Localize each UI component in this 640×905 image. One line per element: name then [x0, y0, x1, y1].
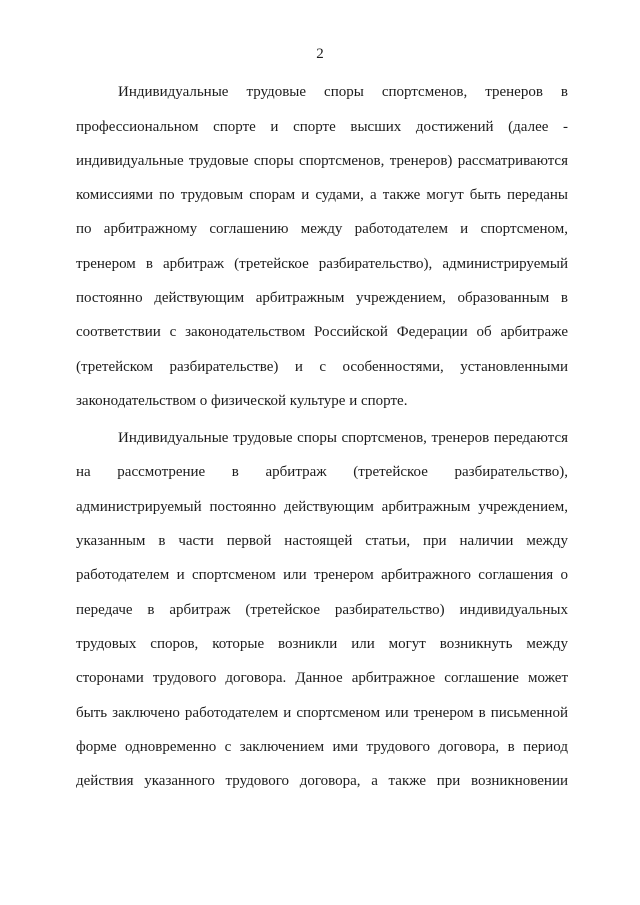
- paragraph-1-line: тренером в арбитраж (третейское разбирательство), администрируемый: [76, 256, 568, 272]
- paragraph-1-line: профессиональном спорте и спорте высших достижений (далее -: [76, 119, 568, 135]
- paragraph-2-line: на рассмотрение в арбитраж (третейское разбирательство),: [76, 464, 568, 480]
- paragraph-2-line: Индивидуальные трудовые споры спортсменов, тренеров передаются: [118, 430, 568, 446]
- paragraph-2-line: форме одновременно с заключением ими трудового договора, в период: [76, 739, 568, 755]
- paragraph-1-line: индивидуальные трудовые споры спортсменов, тренеров) рассматриваются: [76, 153, 568, 169]
- paragraph-2-line: действия указанного трудового договора, а также при возникновении: [76, 773, 568, 789]
- paragraph-1-line: законодательством о физической культуре и спорте.: [76, 393, 408, 409]
- page-number: 2: [316, 46, 324, 62]
- paragraph-2-line: передаче в арбитраж (третейское разбирательство) индивидуальных: [76, 602, 568, 618]
- paragraph-1-line: Индивидуальные трудовые споры спортсменов, тренеров в: [118, 84, 568, 100]
- paragraph-2-line: администрируемый постоянно действующим арбитражным учреждением,: [76, 499, 568, 515]
- paragraph-2-line: быть заключено работодателем и спортсменом или тренером в письменной: [76, 705, 568, 721]
- paragraph-1-line: (третейском разбирательстве) и с особенностями, установленными: [76, 359, 568, 375]
- paragraph-2-line: указанным в части первой настоящей статьи, при наличии между: [76, 533, 568, 549]
- paragraph-1-line: постоянно действующим арбитражным учреждением, образованным в: [76, 290, 568, 306]
- paragraph-1-line: комиссиями по трудовым спорам и судами, а также могут быть переданы: [76, 187, 568, 203]
- paragraph-2-line: трудовых споров, которые возникли или могут возникнуть между: [76, 636, 568, 652]
- paragraph-1-line: по арбитражному соглашению между работодателем и спортсменом,: [76, 221, 568, 237]
- paragraph-2-line: сторонами трудового договора. Данное арбитражное соглашение может: [76, 670, 568, 686]
- paragraph-1-line: соответствии с законодательством Российской Федерации об арбитраже: [76, 324, 568, 340]
- paragraph-2-line: работодателем и спортсменом или тренером арбитражного соглашения о: [76, 567, 568, 583]
